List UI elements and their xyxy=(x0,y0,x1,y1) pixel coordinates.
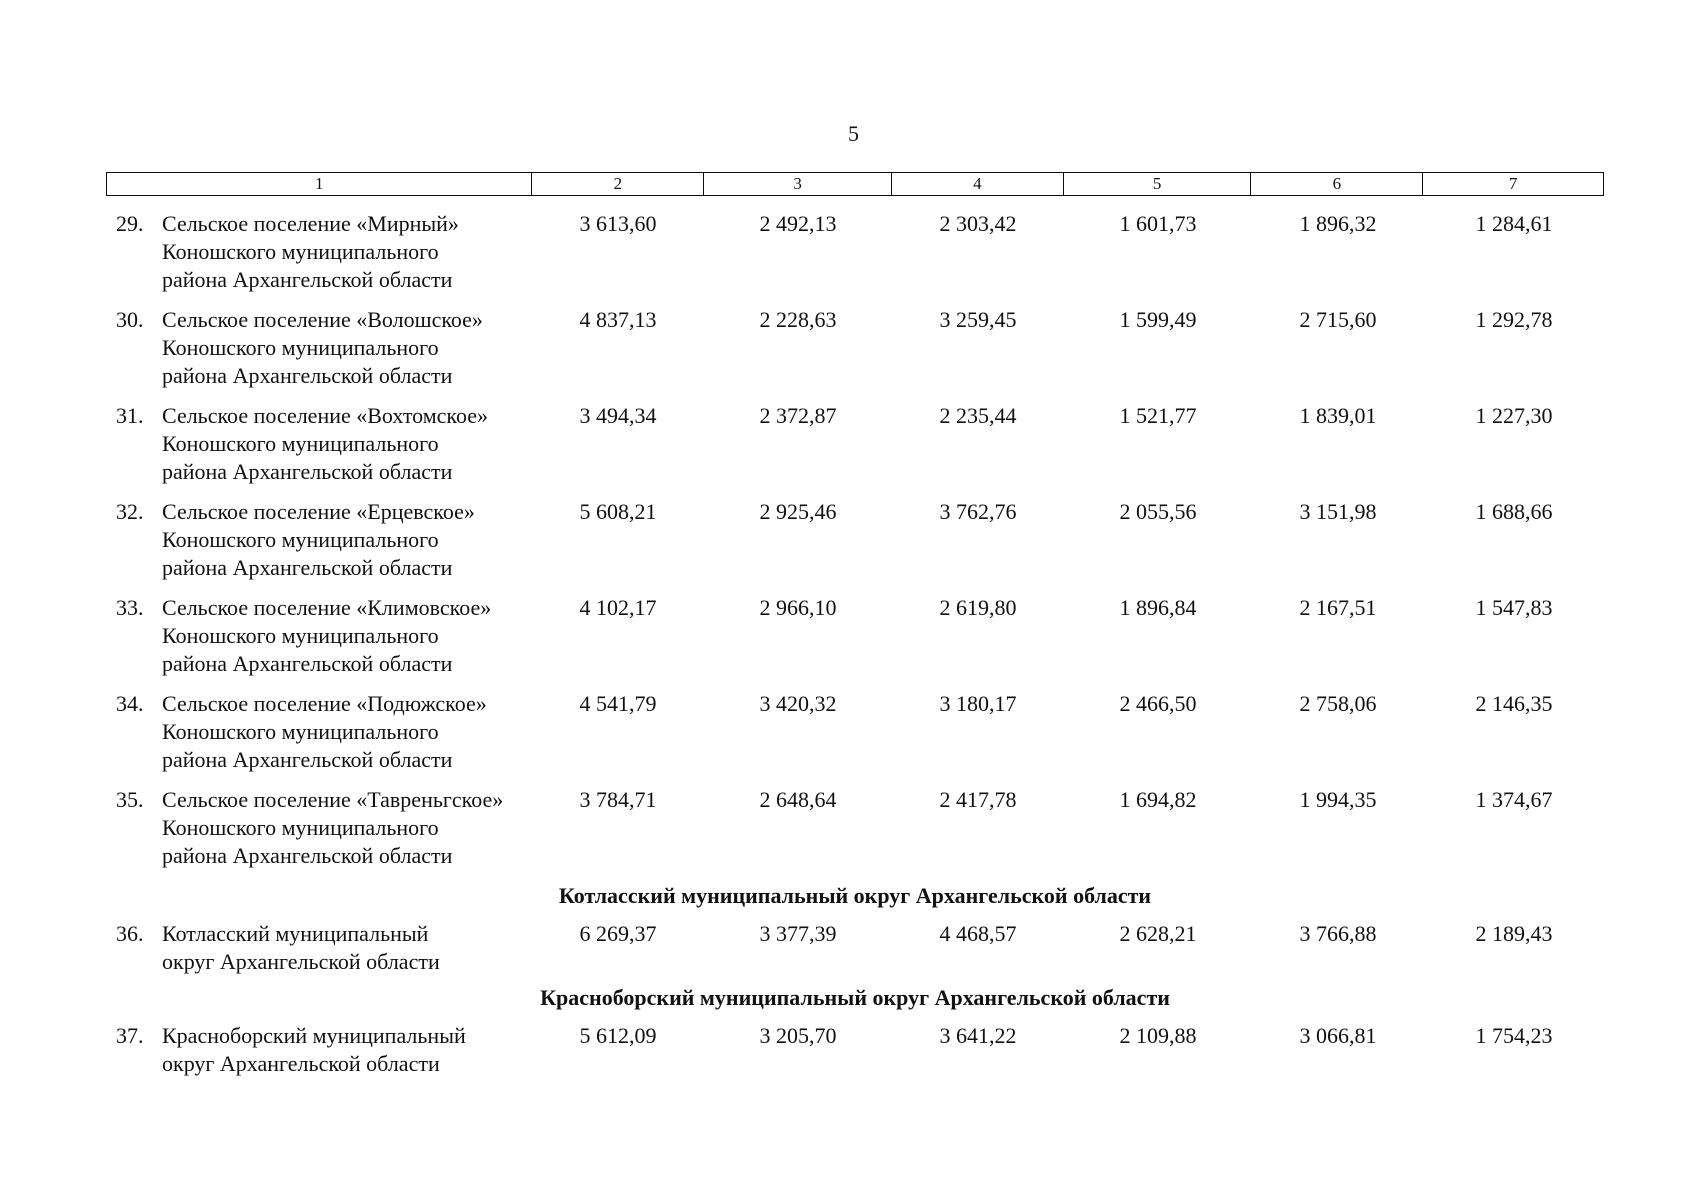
settlement-name xyxy=(162,402,538,486)
value-column-4: 3 641,22 xyxy=(939,1023,1017,1048)
value-column-3: 2 966,10 xyxy=(759,595,837,620)
value-column-7: 1 284,61 xyxy=(1475,211,1553,236)
settlement-name-line: Коношского муниципального xyxy=(162,719,439,744)
value-column-4: 2 417,78 xyxy=(939,787,1017,812)
settlement-name-line: округ Архангельской области xyxy=(162,1051,440,1076)
settlement-name-line: Коношского муниципального xyxy=(162,527,439,552)
settlement-name-line: Сельское поселение «Вохтомское» xyxy=(162,403,489,428)
value-column-2: 5 608,21 xyxy=(579,499,657,524)
value-column-7: 1 688,66 xyxy=(1475,499,1553,524)
value-column-5: 1 521,77 xyxy=(1119,403,1197,428)
value-column-7: 1 292,78 xyxy=(1475,307,1553,332)
table-body xyxy=(106,210,1604,1086)
value-column-3: 2 925,46 xyxy=(759,499,837,524)
row-number: 36. xyxy=(116,921,144,946)
value-column-3: 3 205,70 xyxy=(759,1023,837,1048)
value-column-7: 1 754,23 xyxy=(1475,1023,1553,1048)
table-row xyxy=(106,498,1604,582)
value-column-6: 3 151,98 xyxy=(1299,499,1377,524)
value-column-6: 2 758,06 xyxy=(1299,691,1377,716)
value-column-4: 3 762,76 xyxy=(939,499,1017,524)
settlement-name-line: района Архангельской области xyxy=(162,651,453,676)
value-column-5: 1 896,84 xyxy=(1119,595,1197,620)
column-header-4: 4 xyxy=(892,173,1064,195)
value-column-4: 2 303,42 xyxy=(939,211,1017,236)
value-column-2: 6 269,37 xyxy=(579,921,657,946)
value-column-3: 3 377,39 xyxy=(759,921,837,946)
settlement-name-line: района Архангельской области xyxy=(162,363,453,388)
value-column-2: 3 784,71 xyxy=(579,787,657,812)
column-header-6: 6 xyxy=(1251,173,1423,195)
settlement-name xyxy=(162,920,538,976)
settlement-name-line: района Архангельской области xyxy=(162,459,453,484)
value-column-3: 3 420,32 xyxy=(759,691,837,716)
settlement-name-line: Сельское поселение «Ерцевское» xyxy=(162,499,475,524)
row-number: 33. xyxy=(116,595,144,620)
table-header-row xyxy=(106,172,1604,196)
settlement-name xyxy=(162,690,538,774)
settlement-name xyxy=(162,498,538,582)
value-column-6: 1 896,32 xyxy=(1299,211,1377,236)
settlement-name xyxy=(162,210,538,294)
settlement-name-line: округ Архангельской области xyxy=(162,949,440,974)
row-number: 30. xyxy=(116,307,144,332)
settlement-name-line: района Архангельской области xyxy=(162,267,453,292)
value-column-2: 3 494,34 xyxy=(579,403,657,428)
row-number: 34. xyxy=(116,691,144,716)
settlement-name-line: Коношского муниципального xyxy=(162,335,439,360)
section-heading: Красноборский муниципальный округ Архангельской области xyxy=(540,985,1170,1010)
settlement-name-line: Коношского муниципального xyxy=(162,431,439,456)
row-number: 29. xyxy=(116,211,144,236)
value-column-2: 4 102,17 xyxy=(579,595,657,620)
column-header-3: 3 xyxy=(704,173,892,195)
table-row xyxy=(106,210,1604,294)
settlement-name-line: Сельское поселение «Тавреньгское» xyxy=(162,787,504,812)
column-header-2: 2 xyxy=(532,173,704,195)
settlement-name-line: Красноборский муниципальный xyxy=(162,1023,466,1048)
table-row xyxy=(106,690,1604,774)
value-column-4: 3 180,17 xyxy=(939,691,1017,716)
settlement-name xyxy=(162,1022,538,1078)
value-column-7: 1 227,30 xyxy=(1475,403,1553,428)
table-row xyxy=(106,786,1604,870)
value-column-5: 2 109,88 xyxy=(1119,1023,1197,1048)
settlement-name-line: района Архангельской области xyxy=(162,747,453,772)
value-column-4: 2 235,44 xyxy=(939,403,1017,428)
value-column-2: 4 541,79 xyxy=(579,691,657,716)
settlement-name xyxy=(162,306,538,390)
value-column-6: 3 066,81 xyxy=(1299,1023,1377,1048)
value-column-4: 2 619,80 xyxy=(939,595,1017,620)
table-row xyxy=(106,594,1604,678)
row-number: 37. xyxy=(116,1023,144,1048)
value-column-2: 4 837,13 xyxy=(579,307,657,332)
value-column-7: 1 374,67 xyxy=(1475,787,1553,812)
value-column-7: 1 547,83 xyxy=(1475,595,1553,620)
value-column-6: 1 839,01 xyxy=(1299,403,1377,428)
settlement-name-line: Сельское поселение «Волошское» xyxy=(162,307,483,332)
value-column-5: 2 466,50 xyxy=(1119,691,1197,716)
settlement-name-line: Коношского муниципального xyxy=(162,623,439,648)
settlement-name xyxy=(162,594,538,678)
settlement-name-line: Коношского муниципального xyxy=(162,239,439,264)
table-row xyxy=(106,306,1604,390)
value-column-6: 2 167,51 xyxy=(1299,595,1377,620)
value-column-3: 2 228,63 xyxy=(759,307,837,332)
value-column-4: 3 259,45 xyxy=(939,307,1017,332)
settlement-name-line: Котласский муниципальный xyxy=(162,921,429,946)
value-column-6: 3 766,88 xyxy=(1299,921,1377,946)
value-column-4: 4 468,57 xyxy=(939,921,1017,946)
column-header-1: 1 xyxy=(107,173,532,195)
value-column-5: 1 599,49 xyxy=(1119,307,1197,332)
value-column-7: 2 189,43 xyxy=(1475,921,1553,946)
settlement-name-line: Коношского муниципального xyxy=(162,815,439,840)
column-header-7: 7 xyxy=(1508,174,1518,193)
value-column-2: 5 612,09 xyxy=(579,1023,657,1048)
settlement-name-line: района Архангельской области xyxy=(162,843,453,868)
value-column-2: 3 613,60 xyxy=(579,211,657,236)
settlement-name xyxy=(162,786,538,870)
value-column-5: 2 055,56 xyxy=(1119,499,1197,524)
settlement-name-line: Сельское поселение «Климовское» xyxy=(162,595,492,620)
settlement-name-line: Сельское поселение «Подюжское» xyxy=(162,691,487,716)
page-number: 5 xyxy=(848,121,859,146)
column-header-5: 5 xyxy=(1064,173,1252,195)
table-row xyxy=(106,1022,1604,1078)
row-number: 35. xyxy=(116,787,144,812)
settlement-name-line: района Архангельской области xyxy=(162,555,453,580)
row-number: 31. xyxy=(116,403,144,428)
value-column-5: 1 601,73 xyxy=(1119,211,1197,236)
settlement-name-line: Сельское поселение «Мирный» xyxy=(162,211,459,236)
value-column-6: 2 715,60 xyxy=(1299,307,1377,332)
value-column-7: 2 146,35 xyxy=(1475,691,1553,716)
value-column-6: 1 994,35 xyxy=(1299,787,1377,812)
row-number: 32. xyxy=(116,499,144,524)
value-column-3: 2 648,64 xyxy=(759,787,837,812)
value-column-3: 2 372,87 xyxy=(759,403,837,428)
value-column-3: 2 492,13 xyxy=(759,211,837,236)
table-row xyxy=(106,402,1604,486)
section-heading: Котласский муниципальный округ Архангельской области xyxy=(558,883,1152,908)
value-column-5: 2 628,21 xyxy=(1119,921,1197,946)
value-column-5: 1 694,82 xyxy=(1119,787,1197,812)
table-row xyxy=(106,920,1604,976)
